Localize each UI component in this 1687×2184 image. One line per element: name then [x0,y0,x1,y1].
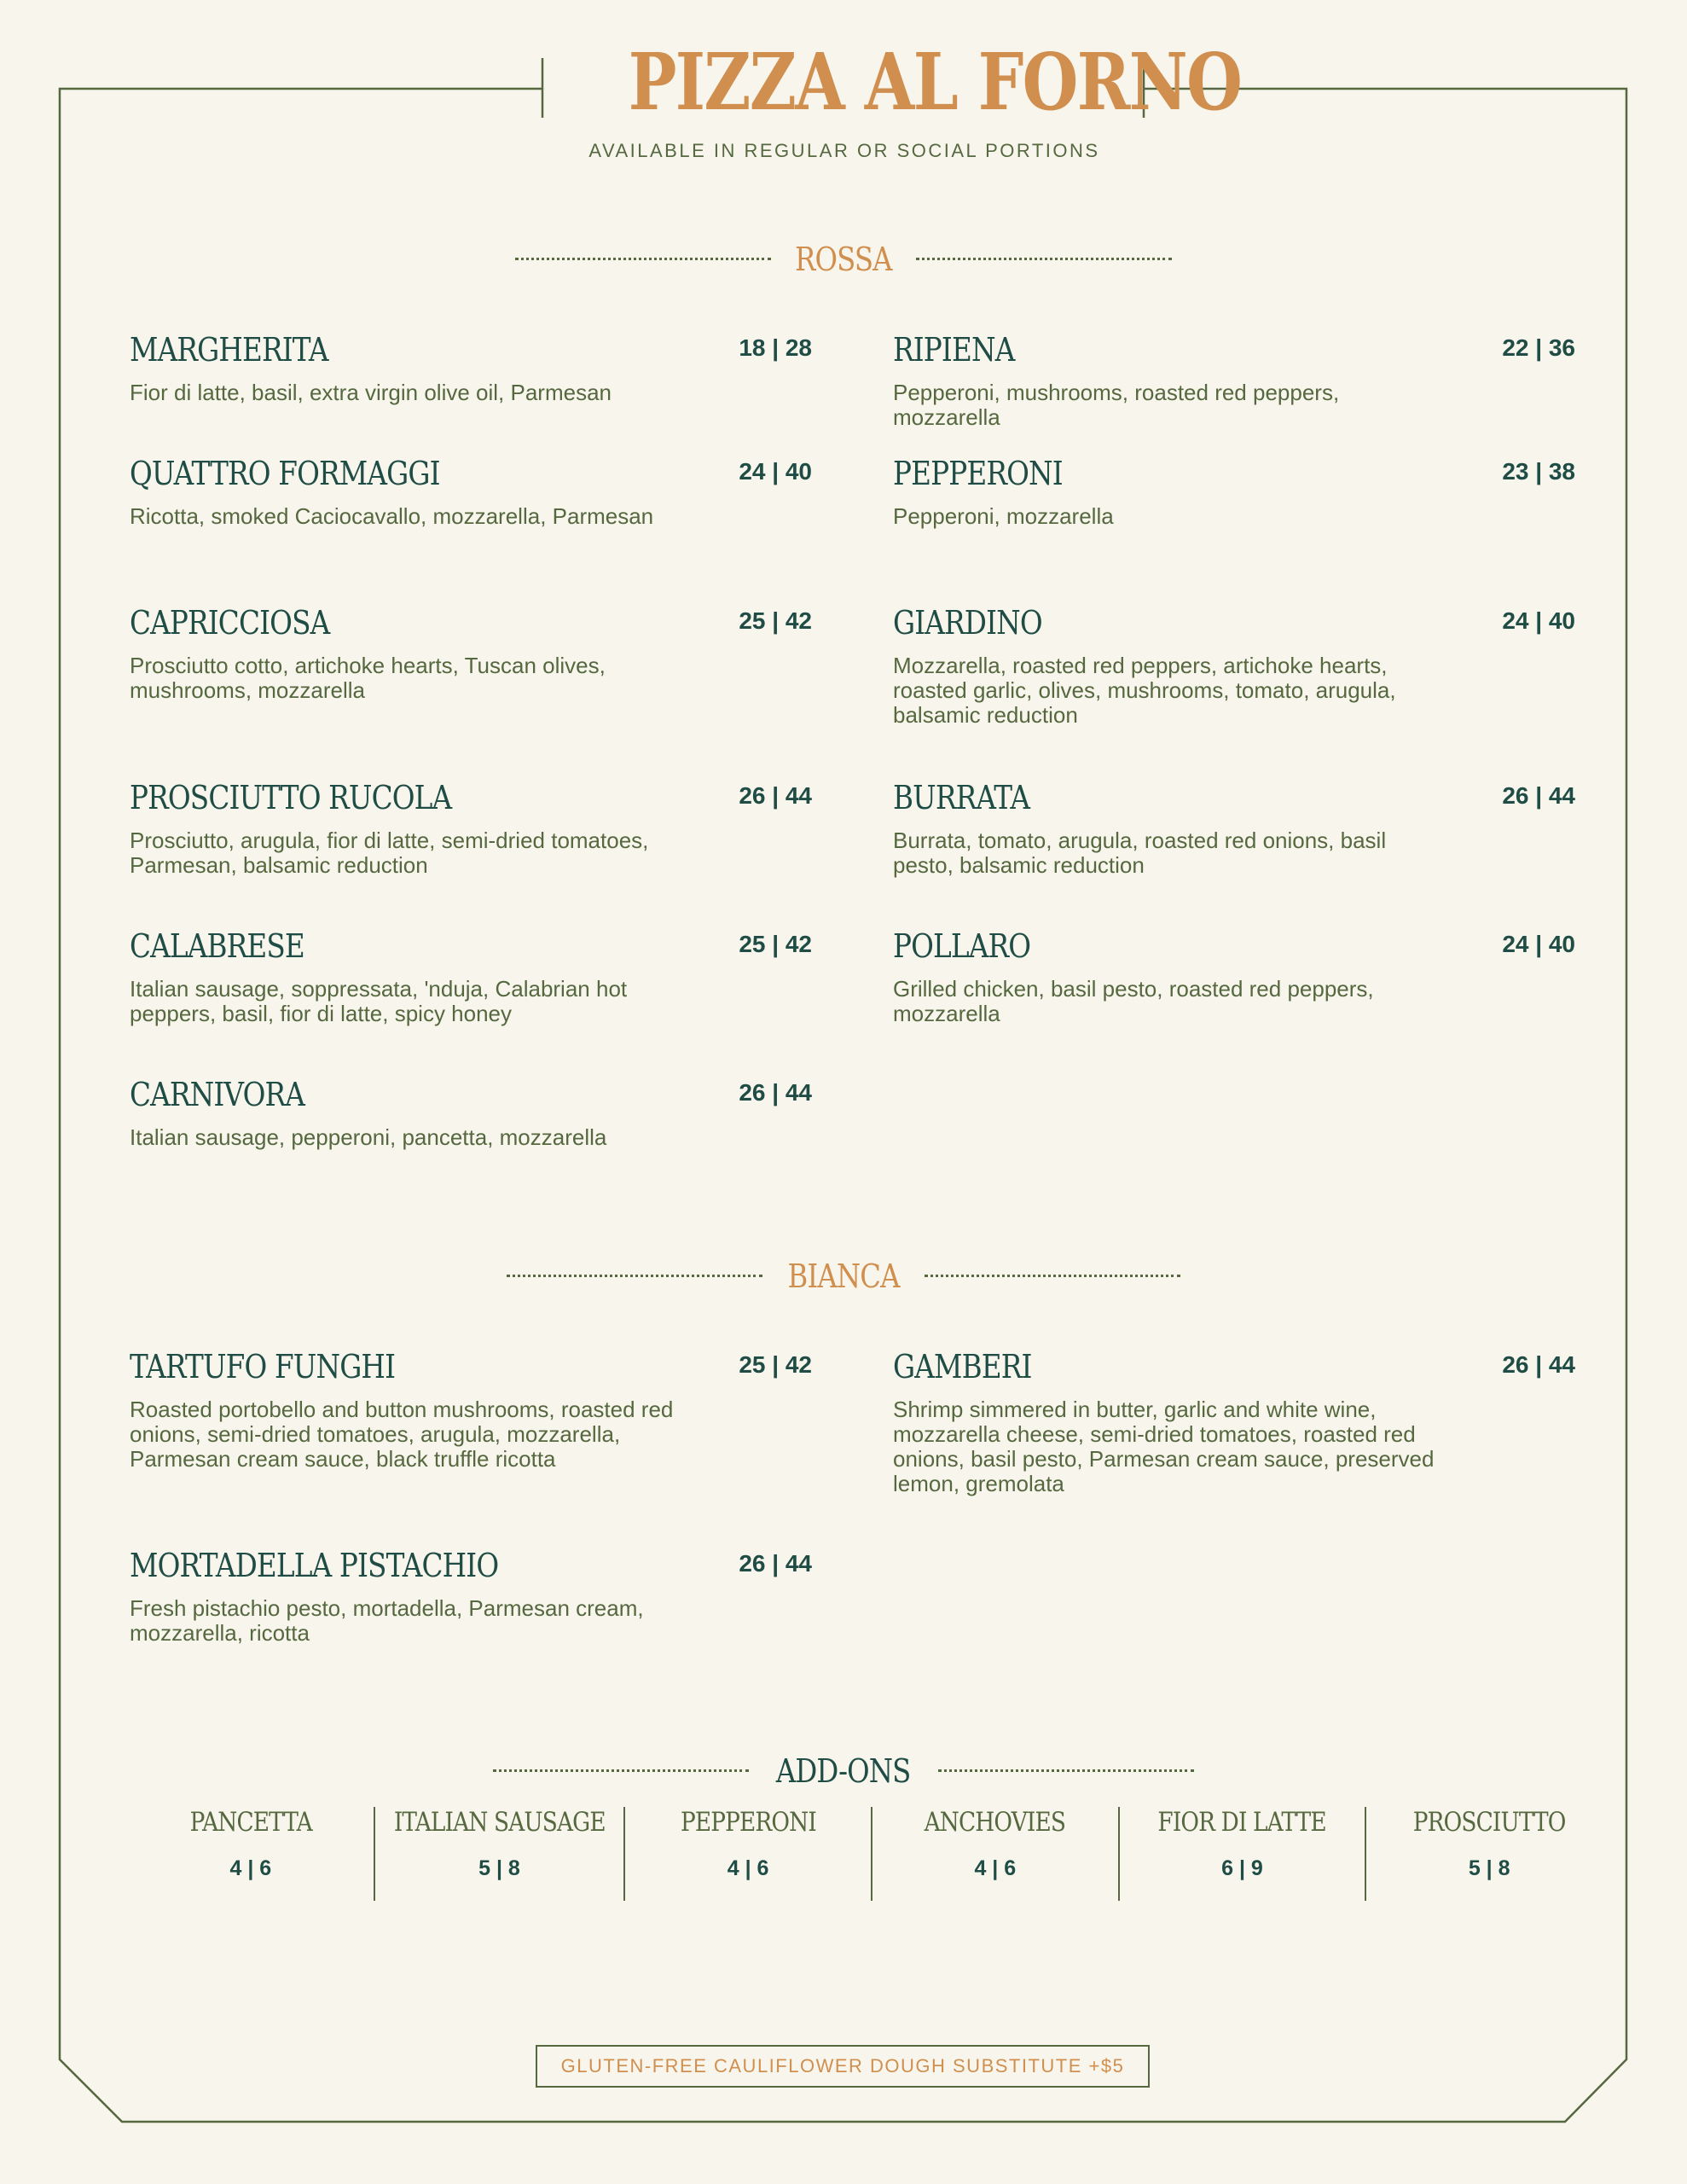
addon-price: 5 | 8 [1468,1856,1510,1880]
item-price: 25 | 42 [739,1351,812,1378]
menu-item [130,779,812,878]
section-heading-bianca: BIANCA [0,1254,1687,1295]
item-name: CARNIVORA [130,1076,305,1113]
item-name: CALABRESE [130,927,304,965]
item-price: 26 | 44 [739,782,812,809]
item-description: Roasted portobello and button mushrooms, roasted red onions, semi-dried tomatoes, arugula, mozzarella, Parmesan cream sauce, black truffle ricotta [130,1397,674,1472]
addon-price: 4 | 6 [229,1856,272,1880]
item-price: 24 | 40 [739,458,812,485]
addon-item [374,1807,624,1901]
item-price: 18 | 28 [739,334,812,361]
item-price: 23 | 38 [1502,458,1575,485]
item-price: 25 | 42 [739,931,812,957]
item-name: TARTUFO FUNGHI [130,1348,396,1385]
dotted-divider [493,1769,749,1772]
menu-item [893,331,1575,430]
item-price: 25 | 42 [739,607,812,634]
addon-item [1118,1807,1365,1901]
dotted-divider [916,258,1172,260]
menu-item [130,1547,812,1646]
menu-item [893,779,1575,878]
item-description: Pepperoni, mushrooms, roasted red peppers, mozzarella [893,380,1340,430]
addon-item [623,1807,871,1901]
addon-name: PANCETTA [189,1807,312,1838]
dotted-divider [938,1769,1194,1772]
item-price: 24 | 40 [1502,931,1575,957]
item-description: Prosciutto, arugula, fior di latte, semi-dried tomatoes, Parmesan, balsamic reduction [130,828,649,878]
item-name: QUATTRO FORMAGGI [130,455,440,492]
addon-name: PEPPERONI [680,1807,816,1838]
item-description: Fior di latte, basil, extra virgin olive oil, Parmesan [130,380,612,405]
item-price: 24 | 40 [1502,607,1575,634]
item-description: Fresh pistachio pesto, mortadella, Parmesan cream, mozzarella, ricotta [130,1595,644,1646]
menu-subtitle: AVAILABLE IN REGULAR OR SOCIAL PORTIONS [588,140,1100,161]
item-price: 26 | 44 [739,1550,812,1577]
item-description: Shrimp simmered in butter, garlic and white wine, mozzarella cheese, semi-dried tomatoes, roasted red onions, basil pesto, Parmesan cream sauce, preserved lemon, gremolata [893,1397,1435,1496]
addon-name: PROSCIUTTO [1412,1807,1566,1838]
item-description: Prosciutto cotto, artichoke hearts, Tuscan olives, mushrooms, mozzarella [130,653,606,703]
menu-item [130,1348,812,1472]
addon-name: FIOR DI LATTE [1157,1807,1327,1838]
item-price: 26 | 44 [1502,1351,1575,1378]
item-name: PEPPERONI [893,455,1063,492]
addon-name: ANCHOVIES [925,1807,1066,1838]
item-description: Burrata, tomato, arugula, roasted red onions, basil pesto, balsamic reduction [893,828,1387,878]
section-heading-rossa: ROSSA [0,237,1687,278]
item-description: Italian sausage, pepperoni, pancetta, mozzarella [130,1124,607,1150]
menu-item [893,1348,1575,1496]
item-description: Italian sausage, soppressata, 'nduja, Calabrian hot peppers, basil, fior di latte, spicy honey [130,976,628,1026]
addon-price: 4 | 6 [727,1856,769,1880]
item-description: Mozzarella, roasted red peppers, artichoke hearts, roasted garlic, olives, mushrooms, tomato, arugula, balsamic reduction [893,653,1396,728]
item-name: MARGHERITA [130,331,328,369]
addon-price: 4 | 6 [974,1856,1017,1880]
menu-item [130,927,812,1026]
dotted-divider [507,1275,762,1277]
item-description: Ricotta, smoked Caciocavallo, mozzarella, Parmesan [130,503,654,529]
addon-name: ITALIAN SAUSAGE [393,1807,606,1838]
menu-item [893,604,1575,728]
item-price: 26 | 44 [739,1079,812,1106]
item-name: POLLARO [893,927,1031,965]
menu-item [893,455,1575,529]
item-name: RIPIENA [893,331,1015,369]
section-heading-addons: ADD-ONS [0,1749,1687,1790]
item-name: CAPRICCIOSA [130,604,330,642]
menu-item [893,927,1575,1026]
addon-item [1365,1807,1612,1901]
item-name: PROSCIUTTO RUCOLA [130,779,452,816]
addon-price: 6 | 9 [1221,1856,1263,1880]
addons-list [128,1807,1612,1901]
menu-item [130,331,812,405]
addon-item [871,1807,1118,1901]
item-name: GAMBERI [893,1348,1032,1385]
menu-item [130,1076,812,1150]
item-name: MORTADELLA PISTACHIO [130,1547,499,1584]
menu-item [130,604,812,703]
addon-price: 5 | 8 [478,1856,520,1880]
dotted-divider [925,1275,1180,1277]
addon-item [128,1807,374,1901]
item-description: Pepperoni, mozzarella [893,503,1114,529]
menu-item [130,455,812,529]
item-description: Grilled chicken, basil pesto, roasted red peppers, mozzarella [893,976,1374,1026]
item-price: 22 | 36 [1502,334,1575,361]
dotted-divider [515,258,771,260]
gluten-free-note: GLUTEN-FREE CAULIFLOWER DOUGH SUBSTITUTE +$5 [536,2045,1150,2088]
item-name: BURRATA [893,779,1030,816]
item-price: 26 | 44 [1502,782,1575,809]
menu-title: PIZZA AL FORNO [628,36,1242,128]
item-name: GIARDINO [893,604,1042,642]
